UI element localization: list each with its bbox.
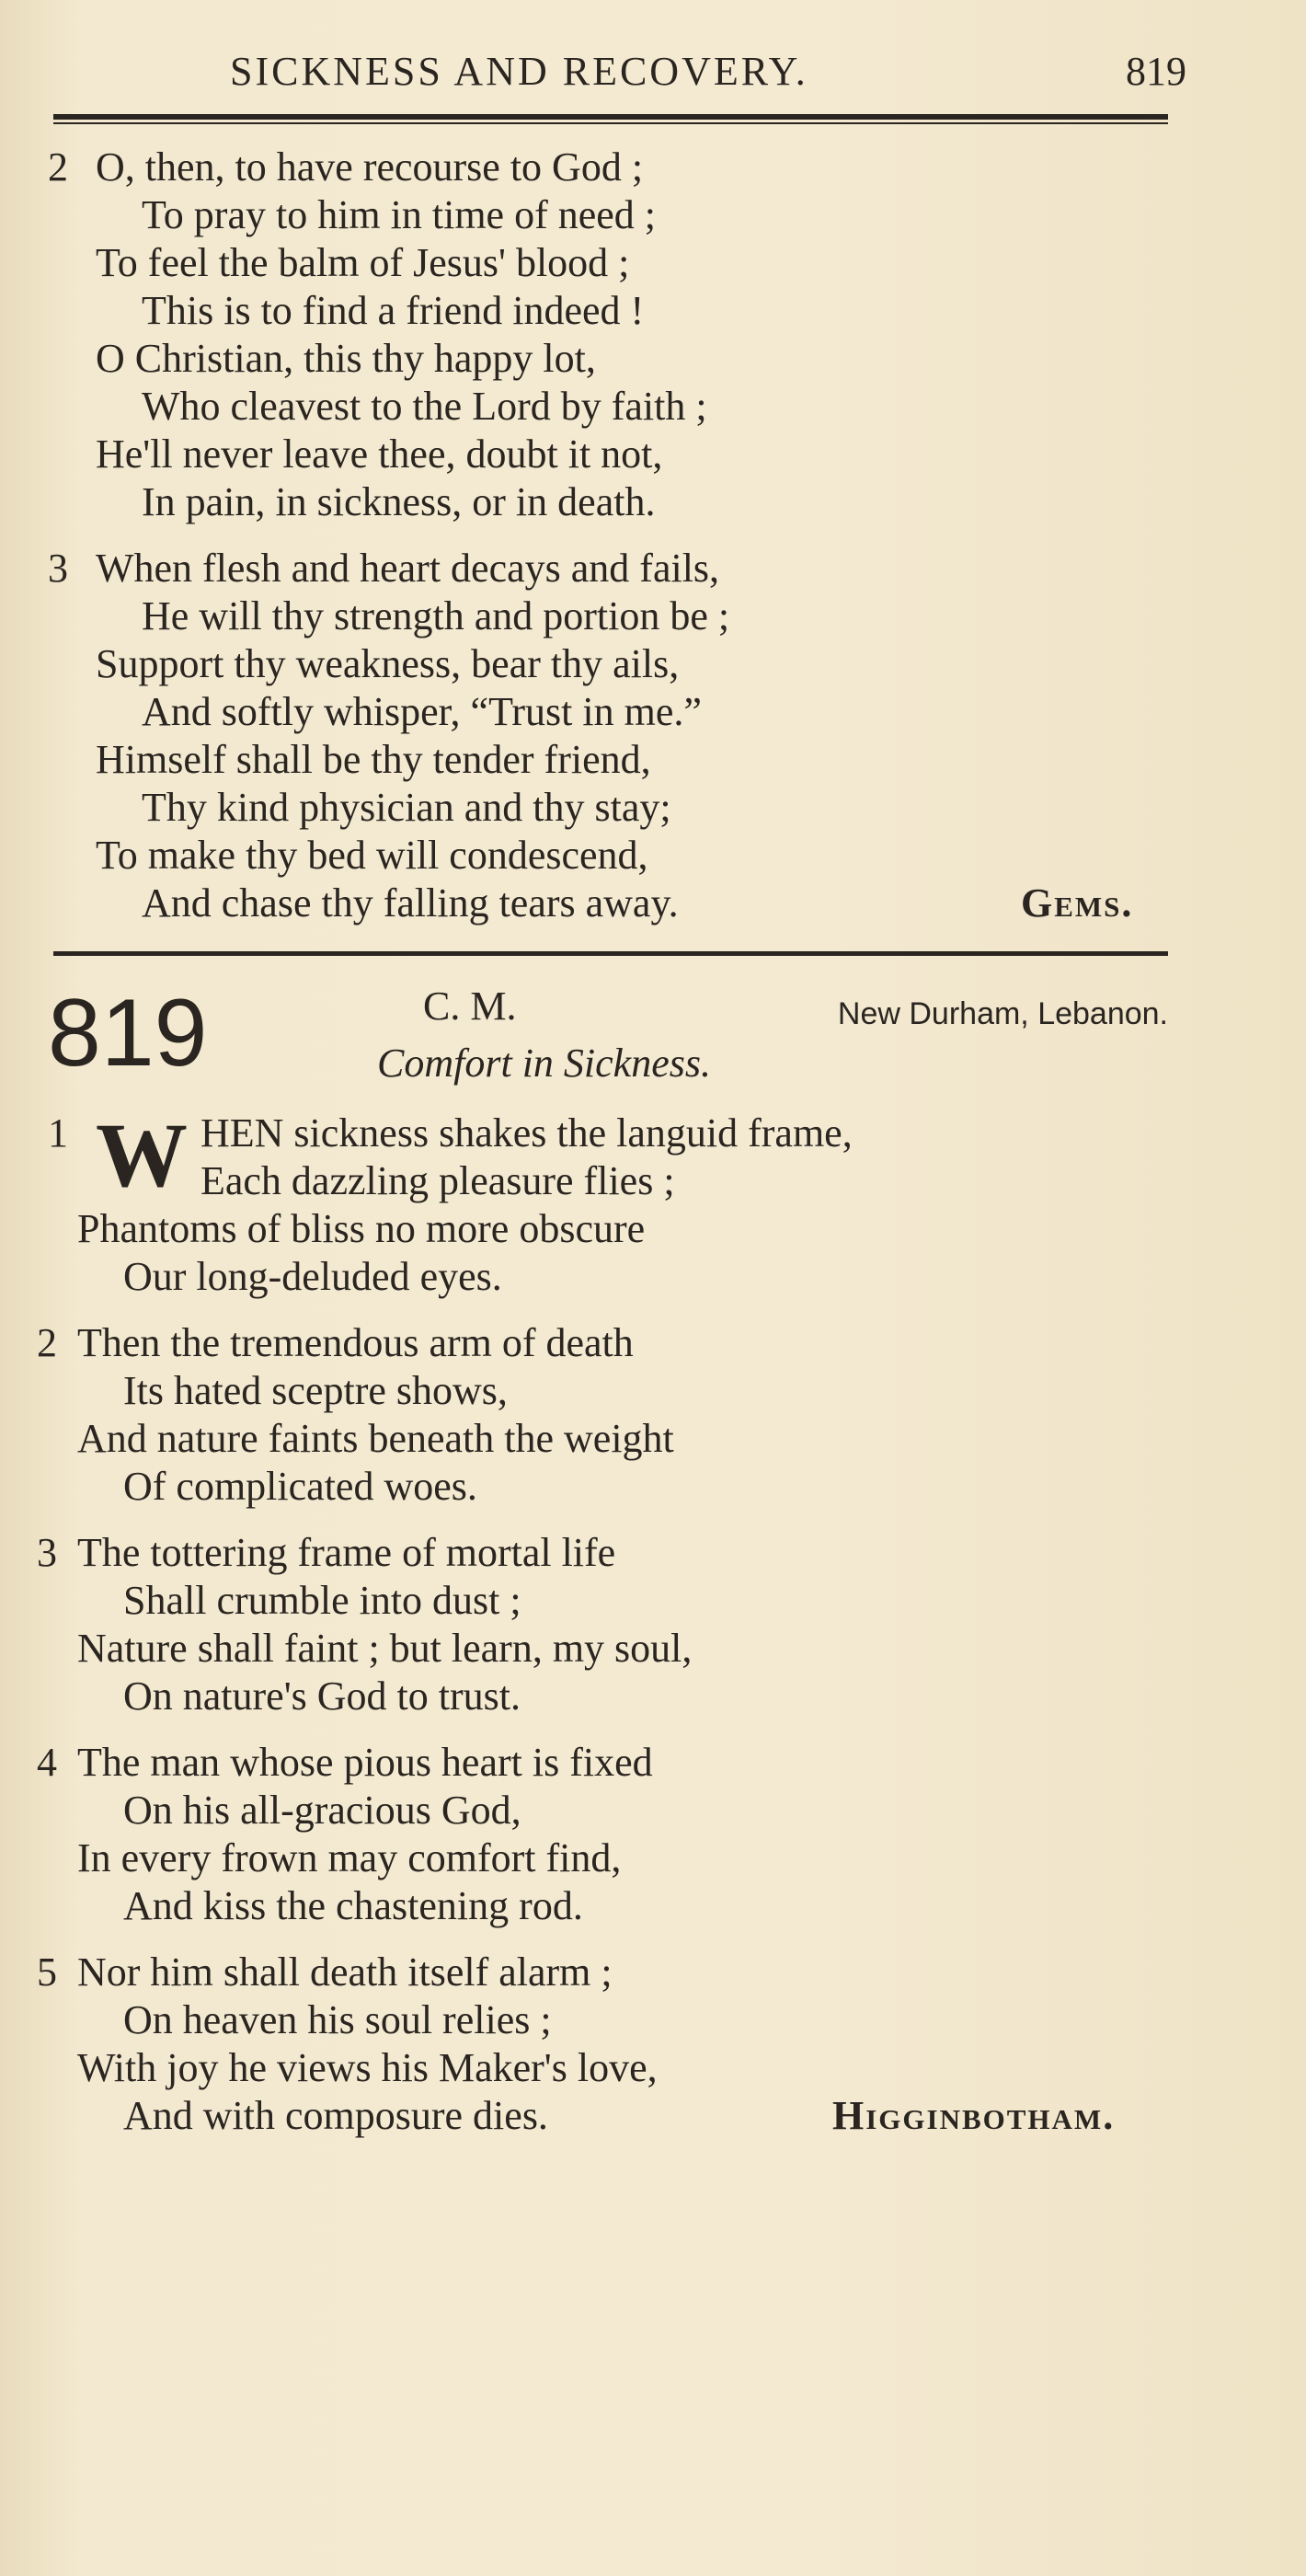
verse-line: To feel the balm of Jesus' blood ; [96, 240, 630, 285]
verse-line: Then the tremendous arm of death [77, 1320, 634, 1365]
drop-cap: W [96, 1104, 188, 1206]
verse-line: With joy he views his Maker's love, [77, 2045, 658, 2090]
hymn-number: 819 [48, 980, 208, 1087]
verse-line: HEN sickness shakes the languid frame, [200, 1110, 853, 1156]
verse-line: When flesh and heart decays and fails, [96, 546, 720, 591]
verse-number: 2 [37, 1320, 57, 1365]
verse-line: Of complicated woes. [123, 1464, 477, 1509]
verse-line: To make thy bed will condescend, [96, 833, 648, 878]
author-attribution: Higginbotham. [832, 2093, 1116, 2138]
verse-line: Each dazzling pleasure flies ; [200, 1158, 675, 1203]
verse-line: The tottering frame of mortal life [77, 1530, 616, 1575]
running-header [230, 48, 1186, 107]
verse-line: On heaven his soul relies ; [123, 1997, 552, 2042]
verse-line: This is to find a friend indeed ! [142, 288, 645, 333]
hymn-subtitle: Comfort in Sickness. [377, 1041, 711, 1086]
verse-line: And chase thy falling tears away. [142, 880, 679, 926]
verse-line: He will thy strength and portion be ; [142, 593, 730, 638]
verse-line: Himself shall be thy tender friend, [96, 737, 651, 782]
verse-line: Who cleavest to the Lord by faith ; [142, 384, 707, 429]
verse-number: 2 [48, 144, 68, 190]
header-rule-thin [53, 122, 1168, 124]
verse-line: Nature shall faint ; but learn, my soul, [77, 1626, 693, 1671]
page-number: 819 [1126, 49, 1186, 94]
verse-line: Shall crumble into dust ; [123, 1578, 521, 1623]
verse-line: On his all-gracious God, [123, 1788, 521, 1833]
verse-number: 3 [48, 546, 68, 591]
verse-line: O Christian, this thy happy lot, [96, 336, 596, 381]
verse-line: Its hated sceptre shows, [123, 1368, 508, 1413]
verse-line: Our long-deluded eyes. [123, 1254, 502, 1299]
verse-line: O, then, to have recourse to God ; [96, 144, 644, 190]
verse-number: 3 [37, 1530, 57, 1575]
header-rule [53, 114, 1168, 120]
verse-line: He'll never leave thee, doubt it not, [96, 431, 663, 477]
tune-names: New Durham, Lebanon. [837, 996, 1168, 1031]
verse-line: Nor him shall death itself alarm ; [77, 1949, 613, 1995]
verse-number: 4 [37, 1740, 57, 1785]
verse-line: Phantoms of bliss no more obscure [77, 1206, 646, 1251]
verse-line: And softly whisper, “Trust in me.” [142, 689, 702, 734]
verse-line: And kiss the chastening rod. [123, 1883, 583, 1928]
hymn-divider [53, 951, 1168, 956]
verse-line: In every frown may comfort find, [77, 1835, 622, 1880]
verse-number: 1 [48, 1110, 68, 1156]
section-title: SICKNESS AND RECOVERY. [230, 49, 808, 94]
verse-line: Thy kind physician and thy stay; [142, 785, 671, 830]
hymn-meter: C. M. [423, 983, 517, 1029]
verse-line: Support thy weakness, bear thy ails, [96, 641, 680, 686]
verse-number: 5 [37, 1949, 57, 1995]
verse-line: And with composure dies. [123, 2093, 548, 2138]
verse-line: To pray to him in time of need ; [142, 192, 657, 237]
verse-line: In pain, in sickness, or in death. [142, 479, 656, 524]
verse-line: The man whose pious heart is fixed [77, 1740, 653, 1785]
author-attribution: Gems. [1021, 880, 1134, 926]
verse-line: On nature's God to trust. [123, 1673, 521, 1719]
verse-line: And nature faints beneath the weight [77, 1416, 674, 1461]
